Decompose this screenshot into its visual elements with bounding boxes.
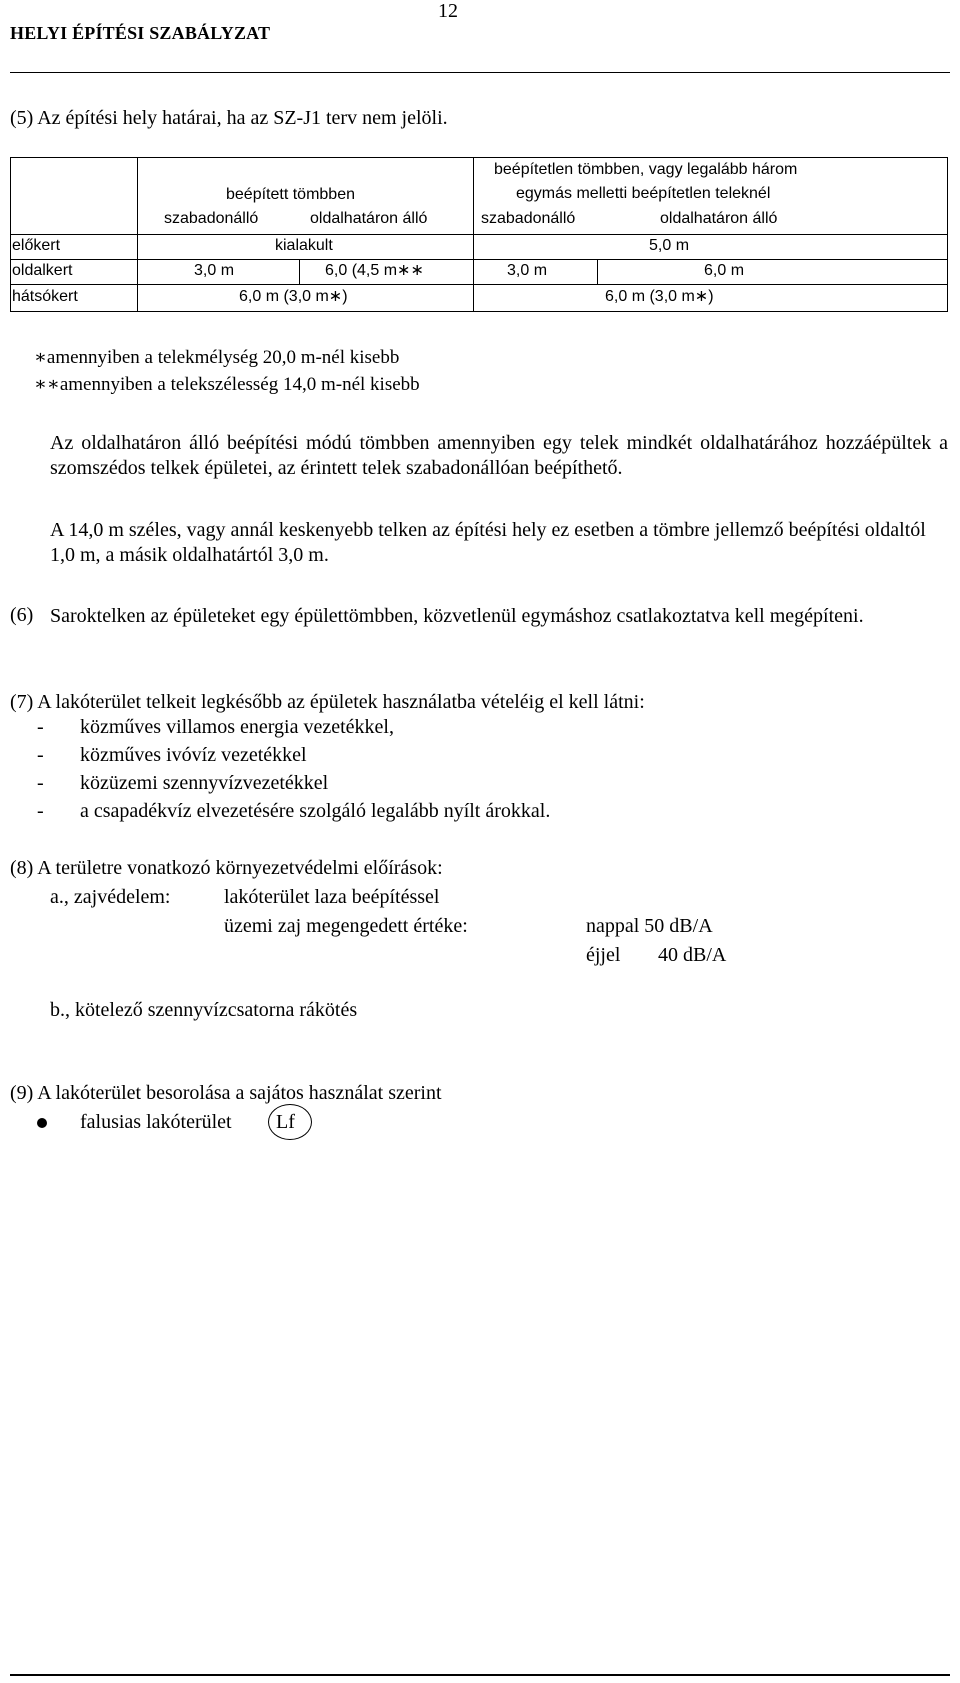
bullet-icon bbox=[37, 1118, 47, 1128]
table-cell: 6,0 m (3,0 m∗) bbox=[239, 288, 348, 305]
table-cell: kialakult bbox=[275, 237, 333, 254]
noise-limit-label: üzemi zaj megengedett értéke: bbox=[224, 915, 468, 937]
table-row-label: oldalkert bbox=[12, 262, 73, 279]
list-item: közüzemi szennyvízvezetékkel bbox=[80, 772, 329, 794]
table-row-line bbox=[11, 259, 947, 260]
list-item: a csapadékvíz elvezetésére szolgáló legalább nyílt árokkal. bbox=[80, 800, 551, 822]
paragraph: Az oldalhatáron álló beépítési módú tömbben amennyiben egy telek mindkét oldalhatárához hozzáépültek a szomszédos telkek épületei, az érintett telek szabadonállóan beépíthető. bbox=[50, 432, 948, 479]
footnote: ∗amennyiben a telekmélység 20,0 m-nél kisebb bbox=[34, 347, 400, 368]
table-cell: 3,0 m bbox=[194, 262, 235, 279]
table-sub-header: szabadonálló bbox=[164, 210, 259, 227]
table-group-header: beépített tömbben bbox=[226, 186, 355, 203]
zone-code: Lf bbox=[276, 1111, 295, 1133]
table-cell: 6,0 m bbox=[704, 262, 745, 279]
table-cell: 3,0 m bbox=[507, 262, 548, 279]
dash-marker: - bbox=[37, 744, 44, 766]
table-row-label: előkert bbox=[12, 237, 61, 254]
table-row-line bbox=[11, 234, 947, 235]
paragraph: A 14,0 m széles, vagy annál keskenyebb telken az építési hely ez esetben a tömbre jellemző beépítési oldaltól 1,0 m, a másik oldalhatártól 3,0 m. bbox=[50, 519, 926, 566]
table-cell: 6,0 (4,5 m∗∗ bbox=[325, 262, 424, 279]
noise-night-value: 40 dB/A bbox=[658, 944, 727, 966]
table-divider bbox=[299, 259, 300, 284]
table-cell: 6,0 m (3,0 m∗) bbox=[605, 288, 714, 305]
dash-marker: - bbox=[37, 772, 44, 794]
section-7-heading: (7) A lakóterület telkeit legkésőbb az épületek használatba vételéig el kell látni: bbox=[10, 691, 645, 713]
footnote: ∗∗amennyiben a telekszélesség 14,0 m-nél kisebb bbox=[34, 374, 420, 395]
zone-name: falusias lakóterület bbox=[80, 1111, 232, 1133]
noise-night-label: éjjel bbox=[586, 944, 621, 966]
table-divider bbox=[137, 158, 138, 312]
table-divider bbox=[473, 158, 474, 312]
building-setback-table bbox=[10, 157, 948, 312]
table-sub-header: szabadonálló bbox=[481, 210, 576, 227]
section-6-text: Saroktelken az épületeket egy épülettömbben, közvetlenül egymáshoz csatlakoztatva kell megépíteni. bbox=[50, 605, 864, 627]
dash-marker: - bbox=[37, 716, 44, 738]
section-9-heading: (9) A lakóterület besorolása a sajátos használat szerint bbox=[10, 1082, 442, 1104]
noise-protection-label: a., zajvédelem: bbox=[50, 886, 171, 908]
document-title: HELYI ÉPÍTÉSI SZABÁLYZAT bbox=[10, 23, 271, 43]
page-number: 12 bbox=[438, 0, 458, 22]
section-6-number: (6) bbox=[10, 604, 34, 626]
table-sub-header: oldalhatáron álló bbox=[310, 210, 428, 227]
noise-protection-value: lakóterület laza beépítéssel bbox=[224, 886, 440, 908]
table-group-header: egymás melletti beépítetlen teleknél bbox=[516, 185, 771, 202]
list-item: közműves ivóvíz vezetékkel bbox=[80, 744, 307, 766]
table-row-line bbox=[11, 284, 947, 285]
header-divider bbox=[10, 72, 950, 73]
footer-divider bbox=[10, 1674, 950, 1676]
sewer-connection-text: b., kötelező szennyvízcsatorna rákötés bbox=[50, 999, 358, 1021]
table-sub-header: oldalhatáron álló bbox=[660, 210, 778, 227]
table-group-header: beépítetlen tömbben, vagy legalább három bbox=[494, 161, 798, 178]
list-item: közműves villamos energia vezetékkel, bbox=[80, 716, 394, 738]
dash-marker: - bbox=[37, 800, 44, 822]
table-divider bbox=[597, 259, 598, 284]
table-row-label: hátsókert bbox=[12, 288, 78, 305]
section-5-heading: (5) Az építési hely határai, ha az SZ-J1 terv nem jelöli. bbox=[10, 107, 448, 129]
table-cell: 5,0 m bbox=[649, 237, 690, 254]
section-8-heading: (8) A területre vonatkozó környezetvédelmi előírások: bbox=[10, 857, 443, 879]
noise-day-value: nappal 50 dB/A bbox=[586, 915, 713, 937]
